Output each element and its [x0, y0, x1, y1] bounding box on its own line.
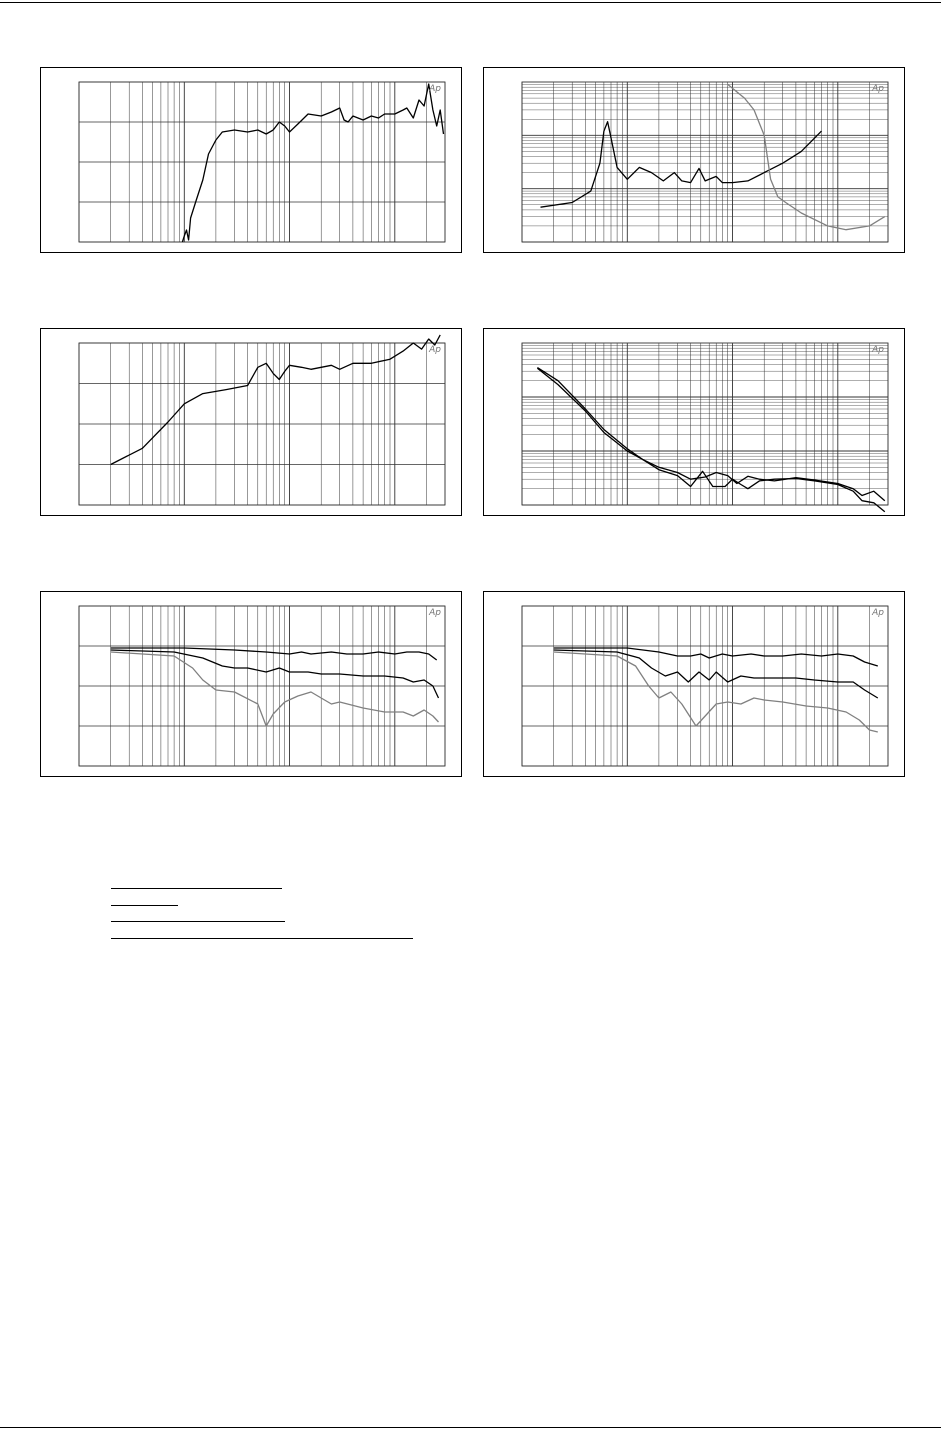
- chart-panel-4: [483, 328, 905, 516]
- logo-mark: Ap: [872, 345, 884, 355]
- grid: [522, 82, 888, 242]
- chart-panel-6: [483, 591, 905, 777]
- grid: [79, 82, 445, 242]
- grid: [522, 343, 888, 505]
- series-line-3: [554, 652, 878, 732]
- chart-panel-2: [483, 67, 905, 253]
- series-line-1: [182, 84, 443, 242]
- chart-svg-4: [484, 329, 904, 515]
- underline-1[interactable]: [111, 888, 282, 889]
- chart-svg-5: [41, 592, 461, 776]
- top-rule: [0, 2, 941, 3]
- logo-mark: Ap: [429, 608, 441, 618]
- logo-mark: Ap: [429, 84, 441, 94]
- chart-svg-2: [484, 68, 904, 252]
- chart-panel-1: [40, 67, 462, 253]
- underline-4[interactable]: [111, 938, 413, 939]
- grid: [79, 606, 445, 766]
- series-line-2: [111, 650, 439, 698]
- series-line-2: [554, 650, 878, 698]
- chart-svg-3: [41, 329, 461, 515]
- series-line-1: [537, 368, 884, 501]
- chart-panel-5: [40, 591, 462, 777]
- grid: [79, 343, 445, 505]
- series-line-3: [111, 652, 439, 726]
- series-line-1: [111, 335, 441, 465]
- grid: [522, 606, 888, 766]
- chart-svg-1: [41, 68, 461, 252]
- series-line-1: [554, 648, 878, 666]
- chart-svg-6: [484, 592, 904, 776]
- series-line-2: [537, 368, 884, 511]
- logo-mark: Ap: [872, 608, 884, 618]
- series-line-1: [111, 648, 437, 660]
- logo-mark: Ap: [872, 84, 884, 94]
- underline-2[interactable]: [111, 905, 178, 906]
- series-line-1: [541, 122, 822, 208]
- bottom-rule: [0, 1427, 941, 1428]
- underline-3[interactable]: [111, 921, 285, 922]
- logo-mark: Ap: [429, 345, 441, 355]
- chart-panel-3: [40, 328, 462, 516]
